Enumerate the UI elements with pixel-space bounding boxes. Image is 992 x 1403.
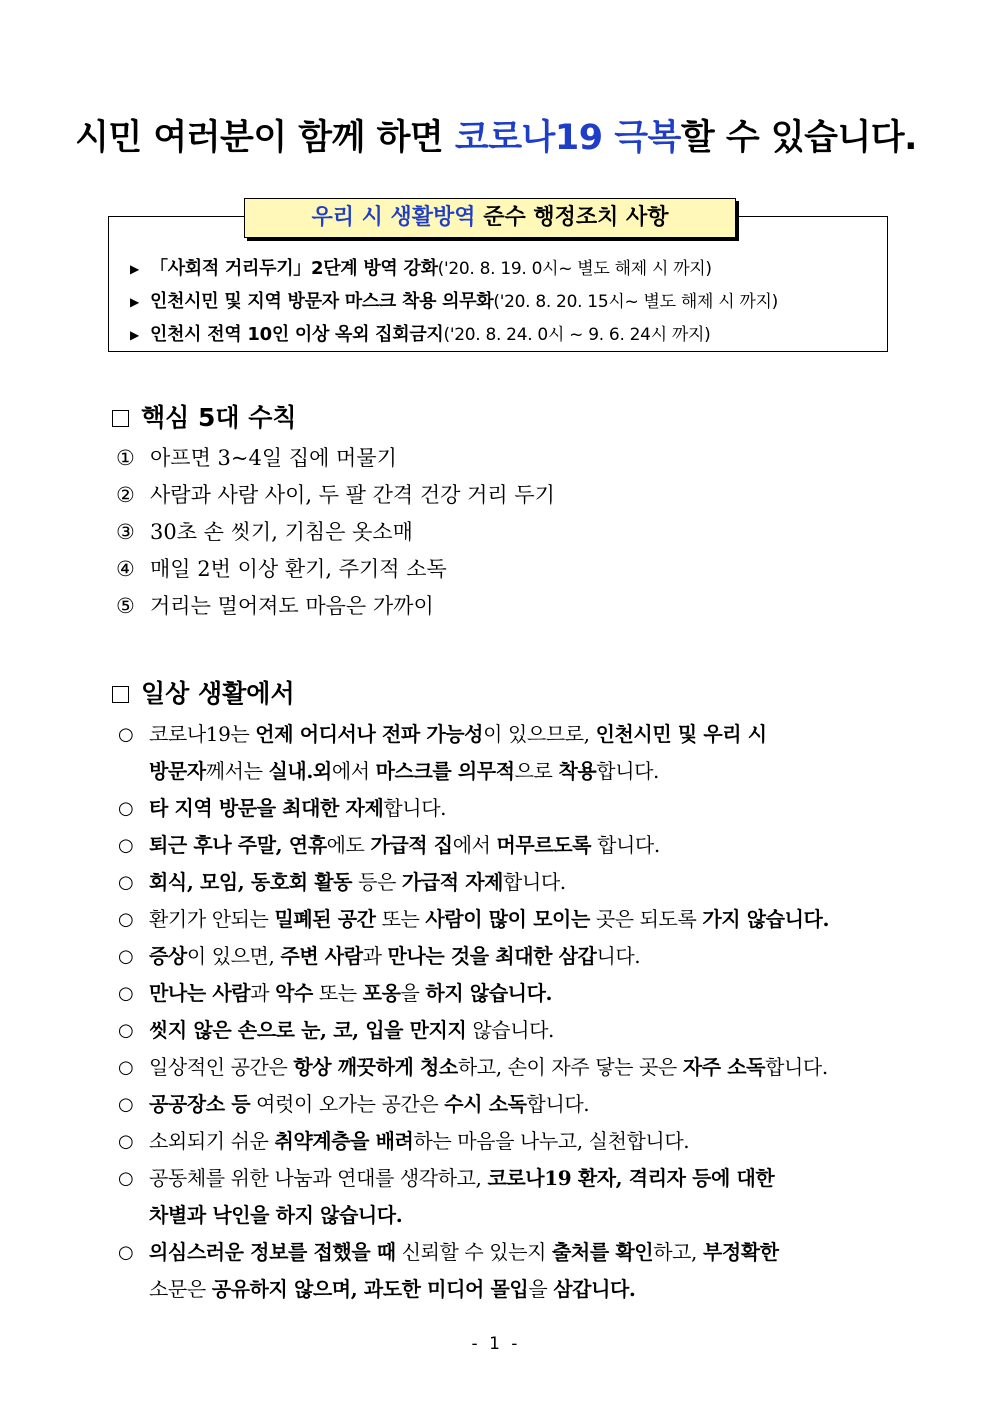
plain-text: 을 bbox=[528, 1277, 554, 1301]
plain-text: 으로 bbox=[514, 759, 559, 783]
plain-text: 하고, 손이 자주 닿는 곳은 bbox=[457, 1055, 683, 1079]
daily-item bbox=[118, 1234, 898, 1308]
emphasis-text: 만나는 것을 최대한 삼갑 bbox=[387, 944, 597, 968]
plain-text: 에도 bbox=[326, 833, 371, 857]
daily-item-line bbox=[149, 1234, 898, 1271]
circle-bullet-icon: ○ bbox=[118, 872, 134, 893]
plain-text: 신뢰할 수 있는지 bbox=[395, 1240, 553, 1264]
daily-item bbox=[118, 975, 898, 1012]
notice-label-highlight: 우리 시 생활방역 bbox=[311, 205, 476, 230]
emphasis-text: 자주 소독 bbox=[682, 1055, 766, 1079]
circle-bullet-icon: ○ bbox=[118, 1131, 134, 1152]
rule-text: 아프면 3~4일 집에 머물기 bbox=[150, 446, 397, 470]
triangle-bullet-icon: ▶ bbox=[130, 261, 139, 276]
emphasis-text: 공공장소 등 bbox=[149, 1092, 251, 1116]
plain-text: 니다. bbox=[596, 944, 641, 968]
square-bullet-icon bbox=[112, 686, 129, 703]
daily-item bbox=[118, 1012, 898, 1049]
plain-text: 환기가 안되는 bbox=[149, 907, 275, 931]
plain-text: 일상적인 공간은 bbox=[149, 1055, 294, 1079]
rule-text: 30초 손 씻기, 기침은 옷소매 bbox=[150, 520, 413, 544]
rule-text: 거리는 멀어져도 마음은 가까이 bbox=[150, 594, 434, 618]
emphasis-text: 삼갑니다. bbox=[553, 1277, 636, 1301]
plain-text: 과 bbox=[362, 944, 388, 968]
emphasis-text: 착용 bbox=[558, 759, 597, 783]
emphasis-text: 가지 않습니다. bbox=[702, 907, 830, 931]
circle-bullet-icon: ○ bbox=[118, 983, 134, 1004]
notice-item-bold: 인천시민 및 지역 방문자 마스크 착용 의무화 bbox=[150, 291, 494, 312]
plain-text: 또는 bbox=[312, 981, 363, 1005]
emphasis-text: 코로나19 환자, 격리자 등에 대한 bbox=[487, 1166, 775, 1190]
circle-bullet-icon: ○ bbox=[118, 835, 134, 856]
daily-item-line bbox=[149, 901, 898, 938]
daily-item-line bbox=[149, 753, 898, 790]
rule-number: ① bbox=[116, 446, 135, 470]
daily-item-line bbox=[149, 827, 898, 864]
notice-item-bold: 인천시 전역 10인 이상 옥외 집회금지 bbox=[150, 324, 444, 345]
daily-item-line bbox=[149, 864, 898, 901]
daily-item-line bbox=[149, 790, 898, 827]
plain-text: 또는 bbox=[375, 907, 426, 931]
daily-item-line bbox=[149, 716, 898, 753]
rules-list bbox=[116, 443, 555, 628]
plain-text: 합니다. bbox=[591, 833, 660, 857]
emphasis-text: 실내.외 bbox=[268, 759, 332, 783]
plain-text: 과 bbox=[250, 981, 276, 1005]
notice-list bbox=[130, 252, 778, 351]
plain-text: 코로나19는 bbox=[149, 722, 256, 746]
circle-bullet-icon: ○ bbox=[118, 909, 134, 930]
daily-item bbox=[118, 901, 898, 938]
rule-item bbox=[116, 591, 555, 628]
emphasis-text: 타 지역 방문을 최대한 자제 bbox=[149, 796, 384, 820]
emphasis-text: 악수 bbox=[275, 981, 313, 1005]
plain-text: 합니다. bbox=[503, 870, 566, 894]
rule-number: ② bbox=[116, 483, 135, 507]
plain-text: 여럿이 오가는 공간은 bbox=[250, 1092, 445, 1116]
circle-bullet-icon: ○ bbox=[118, 1168, 134, 1189]
daily-item bbox=[118, 1123, 898, 1160]
daily-item-line bbox=[149, 1123, 898, 1160]
notice-label-rest: 준수 행정조치 사항 bbox=[475, 205, 669, 230]
page-title bbox=[0, 110, 992, 160]
notice-label bbox=[244, 198, 736, 238]
plain-text: 않습니다. bbox=[466, 1018, 554, 1042]
emphasis-text: 만나는 사람 bbox=[149, 981, 251, 1005]
emphasis-text: 취약계층을 배려 bbox=[274, 1129, 414, 1153]
circle-bullet-icon: ○ bbox=[118, 1020, 134, 1041]
plain-text: 소문은 bbox=[149, 1277, 212, 1301]
emphasis-text: 인천시민 및 우리 시 bbox=[595, 722, 767, 746]
plain-text: 소외되기 쉬운 bbox=[149, 1129, 275, 1153]
rule-text: 사람과 사람 사이, 두 팔 간격 건강 거리 두기 bbox=[150, 483, 555, 507]
daily-item-line bbox=[149, 1012, 898, 1049]
daily-item bbox=[118, 790, 898, 827]
daily-item bbox=[118, 864, 898, 901]
plain-text: 이 있으면, bbox=[186, 944, 281, 968]
plain-text: 하고, bbox=[653, 1240, 703, 1264]
emphasis-text: 마스크를 의무적 bbox=[375, 759, 515, 783]
plain-text: 등은 bbox=[352, 870, 402, 894]
daily-list bbox=[118, 716, 898, 1308]
emphasis-text: 씻지 않은 손으로 눈, 코, 입을 만지지 bbox=[149, 1018, 467, 1042]
plain-text: 합니다. bbox=[596, 759, 660, 783]
triangle-bullet-icon: ▶ bbox=[130, 327, 139, 342]
daily-item-line bbox=[149, 975, 898, 1012]
daily-item bbox=[118, 938, 898, 975]
daily-heading-text: 일상 생활에서 bbox=[141, 679, 295, 708]
rule-number: ③ bbox=[116, 520, 135, 544]
daily-item-line bbox=[149, 1160, 898, 1197]
rule-item bbox=[116, 480, 555, 517]
daily-item bbox=[118, 1086, 898, 1123]
emphasis-text: 수시 소독 bbox=[444, 1092, 527, 1116]
emphasis-text: 차별과 낙인을 하지 않습니다. bbox=[149, 1203, 403, 1227]
emphasis-text: 주변 사람 bbox=[280, 944, 363, 968]
notice-item bbox=[130, 252, 778, 285]
daily-item-line bbox=[149, 1197, 898, 1234]
notice-item-date: ('20. 8. 19. 0시~ 별도 해제 시 까지) bbox=[437, 259, 712, 279]
rule-item bbox=[116, 517, 555, 554]
emphasis-text: 항상 깨끗하게 청소 bbox=[293, 1055, 458, 1079]
emphasis-text: 퇴근 후나 주말, 연휴 bbox=[149, 833, 327, 857]
page-number: - 1 - bbox=[471, 1334, 521, 1354]
title-highlight: 코로나19 극복 bbox=[454, 118, 681, 158]
plain-text: 합니다. bbox=[765, 1055, 828, 1079]
plain-text: 합니다. bbox=[526, 1092, 590, 1116]
daily-item bbox=[118, 716, 898, 790]
daily-item bbox=[118, 1160, 898, 1234]
circle-bullet-icon: ○ bbox=[118, 798, 134, 819]
circle-bullet-icon: ○ bbox=[118, 724, 134, 745]
daily-item-line bbox=[149, 1271, 898, 1308]
emphasis-text: 가급적 집 bbox=[370, 833, 453, 857]
emphasis-text: 의심스러운 정보를 접했을 때 bbox=[149, 1240, 396, 1264]
notice-item bbox=[130, 318, 778, 351]
emphasis-text: 공유하지 않으며, 과도한 미디어 몰입 bbox=[211, 1277, 529, 1301]
rule-number: ④ bbox=[116, 557, 135, 581]
square-bullet-icon bbox=[112, 410, 129, 427]
title-part1: 시민 여러분이 함께 하면 bbox=[75, 118, 455, 158]
plain-text: 을 bbox=[400, 981, 426, 1005]
circle-bullet-icon: ○ bbox=[118, 1242, 134, 1263]
rule-item bbox=[116, 443, 555, 480]
emphasis-text: 가급적 자제 bbox=[401, 870, 504, 894]
title-part2: 할 수 있습니다. bbox=[680, 118, 917, 158]
rules-heading bbox=[112, 398, 297, 434]
daily-item-line bbox=[149, 1049, 898, 1086]
triangle-bullet-icon: ▶ bbox=[130, 294, 139, 309]
circle-bullet-icon: ○ bbox=[118, 1057, 134, 1078]
notice-item bbox=[130, 285, 778, 318]
emphasis-text: 밀폐된 공간 bbox=[274, 907, 376, 931]
plain-text: 공동체를 위한 나눔과 연대를 생각하고, bbox=[149, 1166, 488, 1190]
daily-item-line bbox=[149, 938, 898, 975]
notice-item-date: ('20. 8. 24. 0시 ~ 9. 6. 24시 까지) bbox=[443, 325, 711, 345]
emphasis-text: 증상 bbox=[149, 944, 187, 968]
rule-text: 매일 2번 이상 환기, 주기적 소독 bbox=[150, 557, 447, 581]
plain-text: 이 있으므로, bbox=[483, 722, 596, 746]
emphasis-text: 회식, 모임, 동호회 활동 bbox=[149, 870, 353, 894]
emphasis-text: 언제 어디서나 전파 가능성 bbox=[255, 722, 484, 746]
daily-item bbox=[118, 827, 898, 864]
plain-text: 곳은 되도록 bbox=[589, 907, 703, 931]
emphasis-text: 머무르도록 bbox=[496, 833, 592, 857]
plain-text: 합니다. bbox=[383, 796, 447, 820]
rules-heading-text: 핵심 5대 수칙 bbox=[141, 403, 297, 432]
plain-text: 께서는 bbox=[205, 759, 269, 783]
emphasis-text: 부정확한 bbox=[702, 1240, 779, 1264]
circle-bullet-icon: ○ bbox=[118, 1094, 134, 1115]
plain-text: 에서 bbox=[331, 759, 376, 783]
emphasis-text: 사람이 많이 모이는 bbox=[425, 907, 590, 931]
plain-text: 하는 마음을 나누고, 실천합니다. bbox=[413, 1129, 690, 1153]
daily-item-line bbox=[149, 1086, 898, 1123]
emphasis-text: 포옹 bbox=[362, 981, 401, 1005]
plain-text: 에서 bbox=[452, 833, 497, 857]
emphasis-text: 방문자 bbox=[149, 759, 206, 783]
notice-item-date: ('20. 8. 20. 15시~ 별도 해제 시 까지) bbox=[493, 292, 778, 312]
notice-item-bold: 「사회적 거리두기」2단계 방역 강화 bbox=[150, 258, 438, 279]
rule-number: ⑤ bbox=[116, 594, 135, 618]
rule-item bbox=[116, 554, 555, 591]
circle-bullet-icon: ○ bbox=[118, 946, 134, 967]
emphasis-text: 하지 않습니다. bbox=[425, 981, 553, 1005]
daily-heading bbox=[112, 674, 295, 710]
daily-item bbox=[118, 1049, 898, 1086]
emphasis-text: 출처를 확인 bbox=[552, 1240, 654, 1264]
